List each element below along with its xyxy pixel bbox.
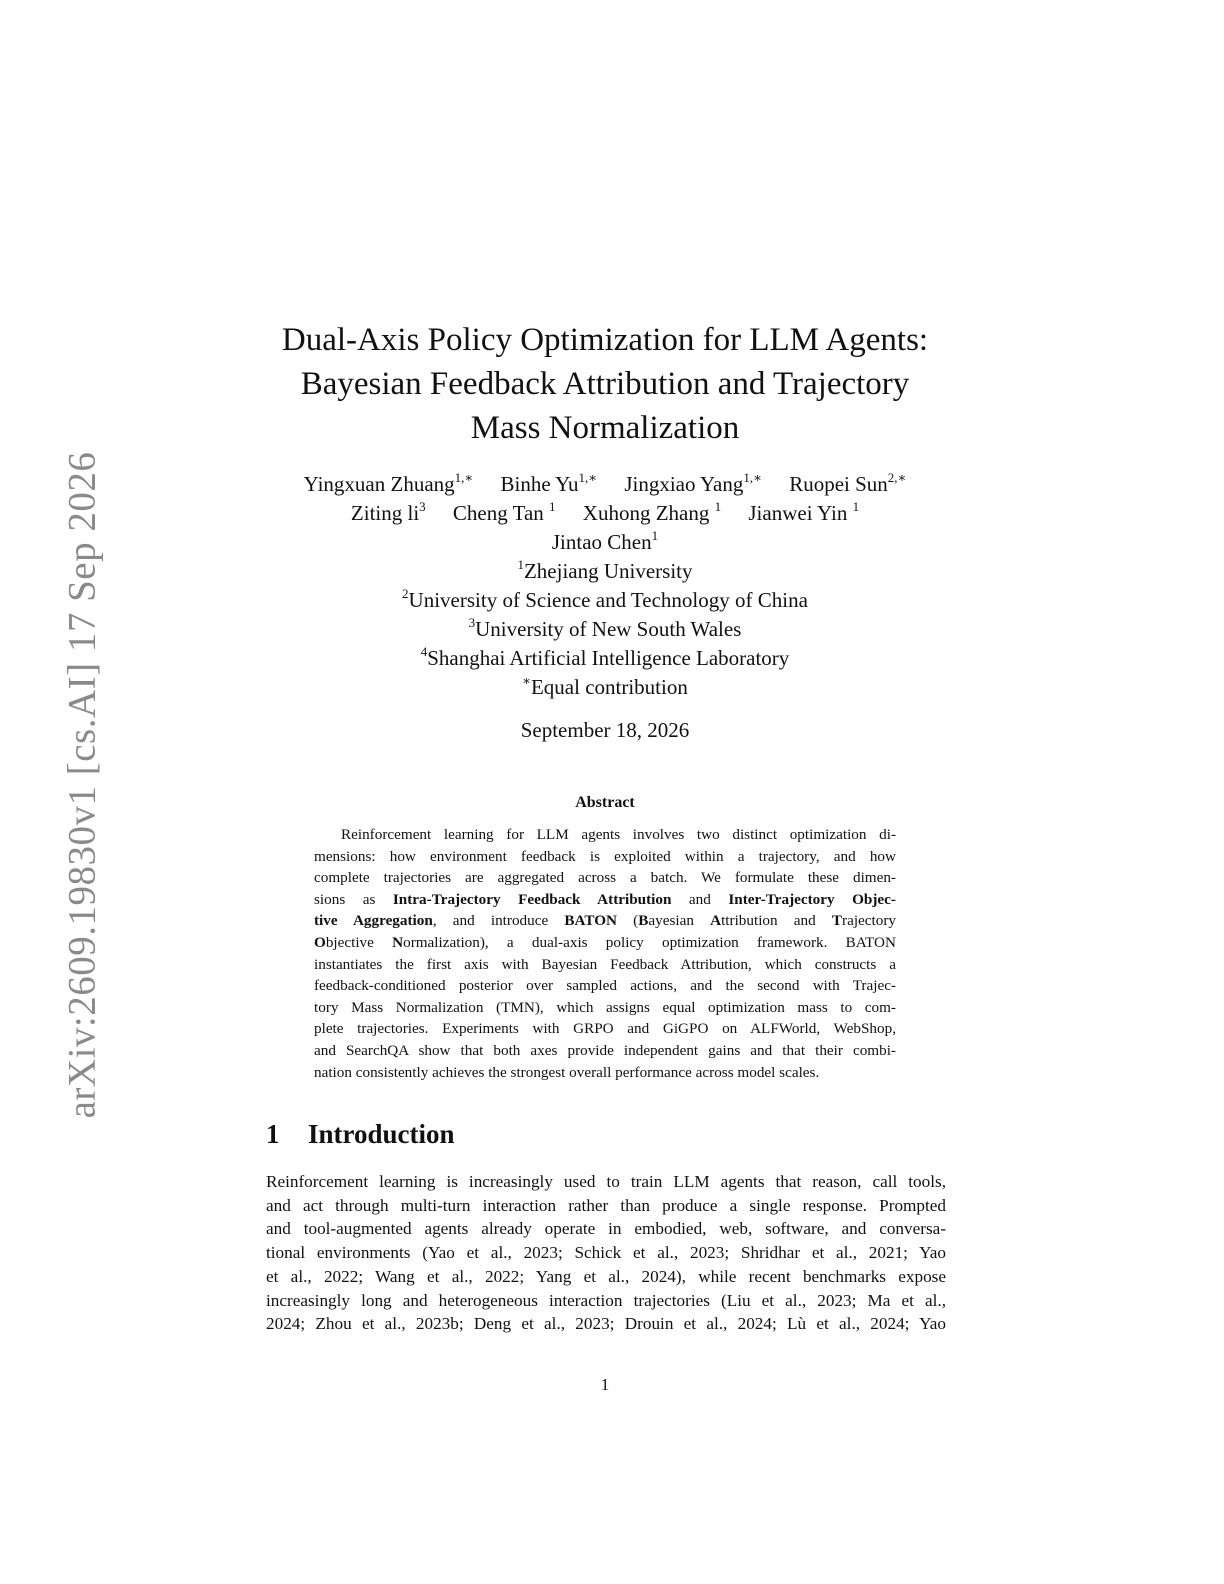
title-line: Dual-Axis Policy Optimization for LLM Agents:	[281, 322, 929, 358]
author: Yingxuan Zhuang$^{1,∗}$	[303, 470, 474, 496]
abstract-line: plete trajectories. Experiments with GRPO and GiGPO on ALFWorld, WebShop,	[314, 1020, 896, 1038]
page-number: 1	[600, 1375, 610, 1394]
abstract-text	[314, 824, 896, 1083]
abstract-line: sions as Intra-Trajectory Feedback Attribution and Inter-Trajectory Objec-	[314, 890, 896, 908]
section-title: Introduction	[308, 1119, 455, 1149]
affiliation: $^1$Zhejiang University	[517, 557, 693, 583]
arxiv-identifier-stamp: arXiv:2609.19830v1 [cs.AI] 17 Sep 2026	[60, 451, 104, 1119]
paper-title	[250, 318, 960, 450]
abstract-heading: Abstract	[575, 794, 635, 811]
author-row	[250, 470, 960, 499]
equal-contribution-note: ∗Equal contribution	[522, 673, 688, 699]
author: Cheng Tan $^1$	[452, 499, 556, 525]
body-line: Reinforcement learning is increasingly used to train LLM agents that reason, call tools,	[266, 1172, 946, 1191]
section-number: 1	[266, 1119, 280, 1149]
abstract-line: feedback-conditioned posterior over sampled actions, and the second with Trajec-	[314, 977, 896, 995]
author: Jianwei Yin $^1$	[748, 499, 860, 525]
body-line: increasingly long and heterogeneous interaction trajectories (Liu et al., 2023; Ma et al.,	[266, 1290, 946, 1310]
abstract-line: nation consistently achieves the strongest overall performance across model scales.	[314, 1063, 820, 1081]
abstract-line: complete trajectories are aggregated across a batch. We formulate these dimen-	[314, 869, 896, 887]
author: Ruopei Sun$^{2,∗}$	[789, 470, 907, 496]
introduction-text	[266, 1170, 946, 1336]
author: Jingxiao Yang$^{1,∗}$	[624, 470, 762, 496]
body-line: and tool-augmented agents already operate in embodied, web, software, and conversa-	[266, 1219, 946, 1239]
author: Ziting $li^3$	[350, 499, 426, 525]
abstract-line: instantiates the first axis with Bayesian Feedback Attribution, which constructs a	[314, 955, 896, 973]
author-row	[250, 499, 960, 528]
body-line: tional environments (Yao et al., 2023; Schick et al., 2023; Shridhar et al., 2021; Yao	[266, 1243, 946, 1263]
author: Jintao Chen$^1$	[551, 528, 659, 554]
publication-date: September 18, 2026	[520, 718, 690, 742]
author: Binhe $Yu^{1,∗}$	[500, 470, 598, 496]
abstract-line: Objective Normalization), a dual-axis policy optimization framework. BATON	[314, 933, 896, 951]
abstract-line: mensions: how environment feedback is exploited within a trajectory, and how	[314, 847, 896, 865]
abstract-line: tive Aggregation, and introduce BATON (Bayesian Attribution and Trajectory	[314, 912, 896, 930]
author-block	[250, 470, 960, 702]
title-line: Mass Normalization	[470, 410, 740, 446]
body-line: 2024; Zhou et al., 2023b; Deng et al., 2023; Drouin et al., 2024; Lù et al., 2024; Yao	[266, 1314, 946, 1334]
affiliation: $^4$Shanghai Artificial Intelligence Laboratory	[420, 644, 790, 670]
body-line: and act through multi-turn interaction rather than produce a single response. Prompted	[266, 1195, 946, 1215]
author: Xuhong Zhang $^1$	[582, 499, 722, 525]
author-row	[250, 528, 960, 557]
affiliation: $^2$University of Science and Technology of China	[402, 586, 808, 612]
body-line: et al., 2022; Wang et al., 2022; Yang et al., 2024), while recent benchmarks expose	[266, 1266, 946, 1286]
title-line: Bayesian Feedback Attribution and Trajectory	[300, 366, 910, 402]
section-heading	[266, 1119, 455, 1150]
abstract-line: tory Mass Normalization (TMN), which assigns equal optimization mass to com-	[314, 998, 896, 1016]
abstract-line: Reinforcement learning for LLM agents involves two distinct optimization di-	[341, 826, 896, 843]
affiliation: $^3$University of New South Wales	[468, 615, 742, 641]
abstract-line: and SearchQA show that both axes provide independent gains and that their combi-	[314, 1041, 896, 1059]
